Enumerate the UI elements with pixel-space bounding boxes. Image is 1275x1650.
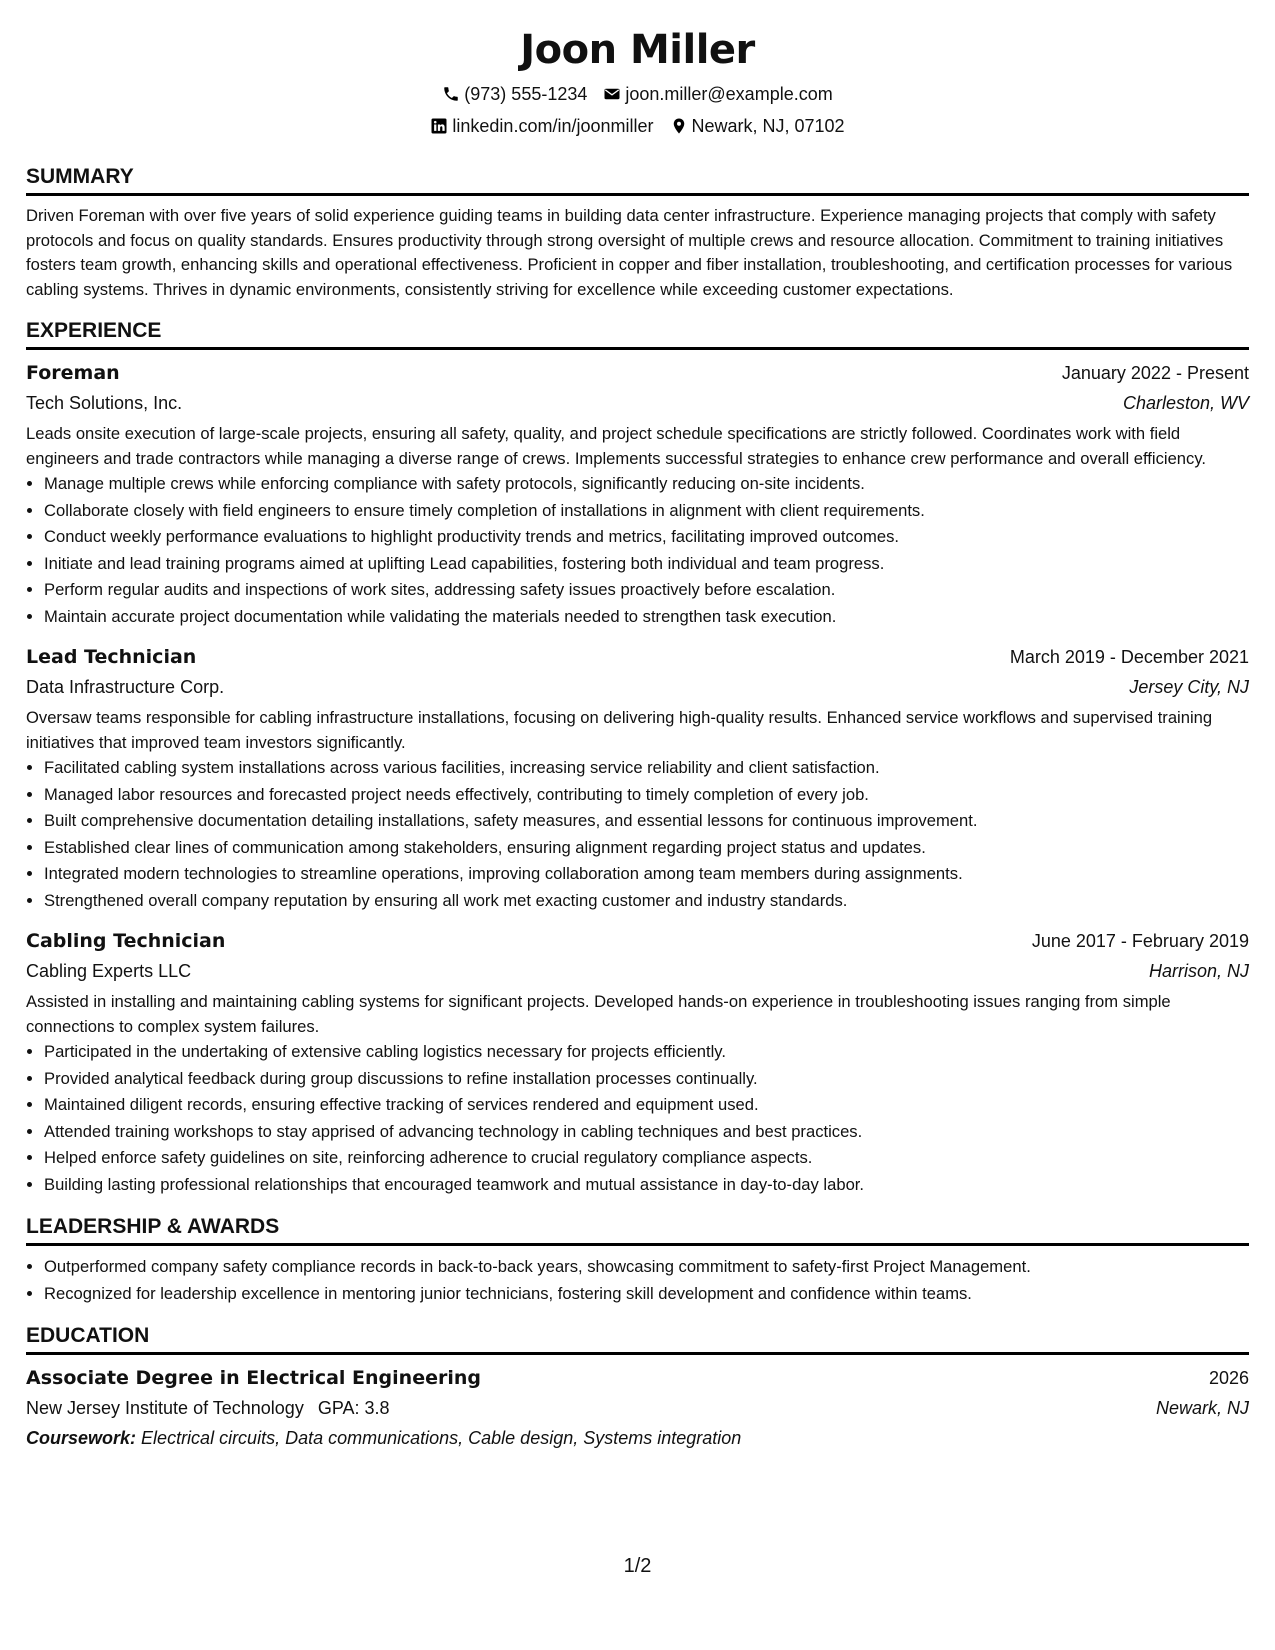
awards-heading: LEADERSHIP & AWARDS [26, 1214, 1249, 1246]
job-role: Lead Technician [26, 646, 197, 668]
job-company: Cabling Experts LLC [26, 961, 192, 981]
coursework-label: Coursework: [26, 1428, 137, 1448]
linkedin-text: linkedin.com/in/joonmiller [452, 116, 654, 136]
contact-row-1 [26, 82, 1249, 106]
list-item: • Outperformed company safety compliance records in back-to-back years, showcasing commitment to safety-first Project Management. [44, 1254, 1249, 1281]
list-item: • Provided analytical feedback during group discussions to refine installation processes continually. [44, 1066, 1249, 1093]
awards-section [26, 1214, 1249, 1307]
job-dates: March 2019 - December 2021 [1009, 647, 1249, 667]
list-item: • Integrated modern technologies to streamline operations, improving collaboration among team members during assignments. [44, 861, 1249, 888]
job-bullets [26, 755, 1249, 914]
email-contact[interactable] [603, 82, 832, 106]
linkedin-icon [430, 117, 448, 135]
list-item: • Established clear lines of communication among stakeholders, ensuring alignment regarding project status and updates. [44, 835, 1249, 862]
school-location: Newark, NJ [1155, 1398, 1249, 1418]
summary-section [26, 164, 1249, 302]
job-location: Harrison, NJ [1148, 961, 1249, 981]
list-item: • Maintain accurate project documentation while validating the materials needed to strengthen task execution. [44, 604, 1249, 631]
linkedin-contact[interactable] [430, 114, 653, 138]
envelope-icon [603, 85, 621, 103]
job-description: Assisted in installing and maintaining cabling systems for significant projects. Developed hands-on experience in troubleshooting issues ranging from simple connections to complex system failures. [26, 992, 1171, 1036]
job-bullets [26, 471, 1249, 630]
job-entry [26, 642, 1249, 914]
experience-heading: EXPERIENCE [26, 318, 1249, 350]
job-company: Data Infrastructure Corp. [26, 677, 225, 697]
job-description: Leads onsite execution of large-scale projects, ensuring all safety, quality, and project schedule specifications are strictly followed. Coordinates work with field engineers and trade contractors while managing a diverse range of crews. Implements successful strategies to enhance crew performance and overall efficiency. [26, 424, 1206, 468]
list-item: • Attended training workshops to stay apprised of advancing technology in cabling techniques and best practices. [44, 1119, 1249, 1146]
job-entry [26, 358, 1249, 630]
job-location: Charleston, WV [1122, 393, 1249, 413]
job-role: Cabling Technician [26, 930, 226, 952]
job-dates: June 2017 - February 2019 [1031, 931, 1249, 951]
coursework-line [26, 1423, 1249, 1453]
list-item: • Strengthened overall company reputation by ensuring all work met exacting customer and industry standards. [44, 888, 1249, 915]
list-item: • Building lasting professional relationships that encouraged teamwork and mutual assistance in day-to-day labor. [44, 1172, 1249, 1199]
list-item: • Managed labor resources and forecasted project needs effectively, contributing to timely completion of every job. [44, 782, 1249, 809]
phone-contact[interactable] [442, 82, 587, 106]
list-item: • Recognized for leadership excellence in mentoring junior technicians, fostering skill development and confidence within teams. [44, 1281, 1249, 1308]
degree-title: Associate Degree in Electrical Engineering [26, 1367, 481, 1389]
page-number: 1/2 [623, 1555, 652, 1577]
list-item: • Manage multiple crews while enforcing compliance with safety protocols, significantly reducing on-site incidents. [44, 471, 1249, 498]
summary-text: Driven Foreman with over five years of solid experience guiding teams in building data center infrastructure. Experience managing projects that comply with safety protocols and focus on quality standards. Ensures productivity through strong oversight of multiple crews and resource allocation. Commitment to training initiatives fosters team growth, enhancing skills and operational effectiveness. Proficient in copper and fiber installation, troubleshooting, and certification processes for various cabling systems. Thrives in dynamic environments, consistently striving for excellence while exceeding customer expectations. [26, 206, 1233, 299]
summary-heading: SUMMARY [26, 164, 1249, 196]
school-name: New Jersey Institute of Technology [26, 1398, 304, 1418]
location-text: Newark, NJ, 07102 [691, 116, 845, 136]
list-item: • Facilitated cabling system installations across various facilities, increasing service reliability and client satisfaction. [44, 755, 1249, 782]
phone-icon [442, 85, 460, 103]
awards-bullets [26, 1254, 1249, 1307]
email-text: joon.miller@example.com [625, 84, 833, 104]
education-heading: EDUCATION [26, 1323, 1249, 1355]
job-role: Foreman [26, 362, 120, 384]
job-bullets [26, 1039, 1249, 1198]
job-location: Jersey City, NJ [1129, 677, 1249, 697]
location-contact [670, 114, 845, 138]
list-item: • Perform regular audits and inspections of work sites, addressing safety issues proactively before escalation. [44, 577, 1249, 604]
map-pin-icon [670, 117, 688, 135]
phone-text: (973) 555-1234 [464, 84, 588, 104]
job-company: Tech Solutions, Inc. [26, 393, 183, 413]
graduation-year: 2026 [1208, 1368, 1249, 1388]
job-dates: January 2022 - Present [1061, 363, 1249, 383]
school-line [26, 1393, 390, 1423]
list-item: • Collaborate closely with field engineers to ensure timely completion of installations in alignment with client requirements. [44, 498, 1249, 525]
list-item: • Initiate and lead training programs aimed at uplifting Lead capabilities, fostering both individual and team progress. [44, 551, 1249, 578]
list-item: • Participated in the undertaking of extensive cabling logistics necessary for projects efficiently. [44, 1039, 1249, 1066]
candidate-name: Joon Miller [520, 27, 755, 73]
education-section [26, 1323, 1249, 1453]
list-item: • Built comprehensive documentation detailing installations, safety measures, and essential lessons for continuous improvement. [44, 808, 1249, 835]
job-entry [26, 926, 1249, 1198]
coursework-text: Electrical circuits, Data communications, Cable design, Systems integration [141, 1428, 742, 1448]
list-item: • Maintained diligent records, ensuring effective tracking of services rendered and equipment used. [44, 1092, 1249, 1119]
contact-row-2 [26, 114, 1249, 138]
gpa-value: GPA: 3.8 [317, 1398, 390, 1418]
job-description: Oversaw teams responsible for cabling infrastructure installations, focusing on delivering high-quality results. Enhanced service workflows and supervised training initiatives that improved team investors significantly. [26, 708, 1213, 752]
list-item: • Conduct weekly performance evaluations to highlight productivity trends and metrics, facilitating improved outcomes. [44, 524, 1249, 551]
list-item: • Helped enforce safety guidelines on site, reinforcing adherence to crucial regulatory compliance aspects. [44, 1145, 1249, 1172]
experience-section [26, 318, 1249, 1198]
resume-page [26, 0, 1249, 1453]
